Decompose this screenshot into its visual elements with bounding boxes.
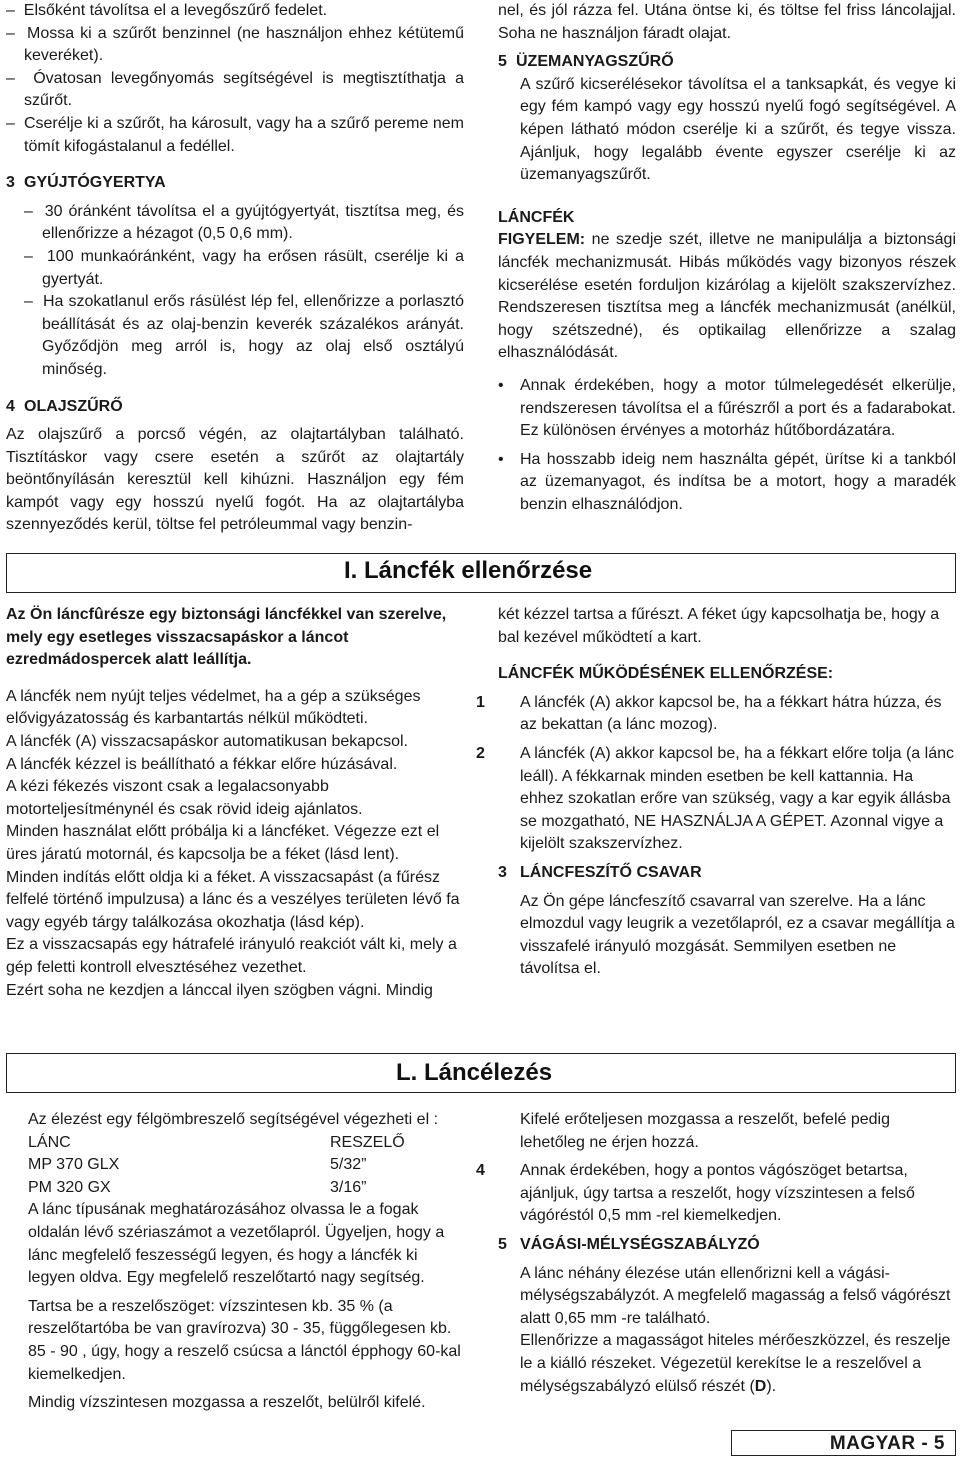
oil-filter-text: Az olajszűrő a porcső végén, az olajtartályban található. Tisztításkor vagy csere esetén a szűrőt az olajtartály beöntőnyílásán keresztül kell kihúzni. Használjon egy fém kampót vagy egy hosszú nyelű fogót. Ha az olajtartályba szennyeződés kerül, töltse fel petróleummal vagy benzin-	[6, 426, 464, 534]
section-heading-chain-brake: LÁNCFÉK	[498, 208, 575, 226]
intro-bold-text: Az Ön láncfûrésze egy biztonsági láncfékkel van szerelve, mely egy esetleges visszacsapáskor a láncot ezredmádospercek alatt leállítja.	[6, 606, 447, 669]
brake-check-heading: LÁNCFÉK MŰKÖDÉSÉNEK ELLENŐRZÉSE:	[498, 665, 834, 683]
list-item: – Cserélje ki a szűrőt, ha károsult, vagy ha a szűrő pereme nem tömít kifogástalanul a fedéllel.	[6, 114, 465, 155]
top-right-column	[498, 0, 956, 516]
list-item: – Elsőként távolítsa el a levegőszűrő fedelet.	[6, 2, 328, 19]
table-row: MP 370 GLX 5/32”	[28, 1156, 367, 1174]
chain-type-text: A lánc típusának meghatározásához olvassa le a fogak oldalán lévő szériaszámot a vezetőlapról. Ügyeljen, hogy a lánc megfelelő feszességű legyen, és hogy a láncfék ki legyen oldva. Egy megfelelő reszelőtartó nagy segítség.	[28, 1201, 445, 1287]
continued-text: Kifelé erőteljesen mozgassa a reszelőt, befelé pedig lehetőleg ne érjen hozzá.	[520, 1111, 890, 1151]
paragraph: Minden indítás előtt oldja ki a féket. A visszacsapást (a fűrész felfelé történő impulzusa) a lánc és a veszélyes területen lévő fa vagy egyéb tárgy találkozása okozhatja (lásd kép).	[6, 868, 460, 931]
list-item: – 30 óránként távolítsa el a gyújtógyertyát, tisztítsa meg, és ellenőrizze a hézagot (0,5 0,6 mm).	[24, 202, 464, 243]
paragraph: A láncfék (A) visszacsapáskor automatikusan bekapcsol.	[6, 732, 408, 750]
section-title-sharpening: L. Láncélezés	[392, 1058, 556, 1088]
paragraph: A láncfék kézzel is beállítható a fékkar előre húzásával.	[6, 755, 398, 773]
continued-text: két kézzel tartsa a fűrészt. A féket úgy kapcsolhatja be, hogy a bal kezével működtetí a kart.	[498, 606, 940, 646]
list-item: – Ha szokatlanul erős rásülést lép fel, ellenőrizze a porlasztó beállítását és az olaj-benzin keverék százalékos arányát. Győződjön meg arról is, hogy az olaj első osztályú minőség.	[24, 293, 464, 378]
list-item: 2 A láncfék (A) akkor kapcsol be, ha a fékkart előre tolja (a lánc leáll). A fékkarnak minden esetben be kell kattannia. Ha ehhez szokatlan erőre van szükség, vagy a kar egyik állásba se mozgatható, NE HASZNÁLJA A GÉPET. Azonnal vigye a kijelölt szakszervízhez.	[476, 744, 954, 853]
warning-label: FIGYELEM:	[498, 231, 586, 249]
bullet-icon: •	[498, 376, 504, 394]
list-item: 1 A láncfék (A) akkor kapcsol be, ha a fékkart hátra húzza, és az bekattan (a lánc mozog).	[476, 693, 942, 734]
list-item: Tartsa be a reszelőszöget: vízszintesen kb. 35 % (a reszelőtartóba be van gravírozva) 30 - 35, függőlegesen kb. 85 - 90 , úgy, hogy a reszelő csúcsa a lánctól épphogy 60-kal kiemelkedjen.	[28, 1297, 461, 1383]
table-header: LÁNC RESZELŐ	[28, 1133, 405, 1151]
section-heading-fuel-filter: 5 ÜZEMANYAGSZŰRŐ	[498, 53, 674, 71]
list-item: • Annak érdekében, hogy a motor túlmelegedését elkerülje, rendszeresen távolítsa el a fűrészről a port és a fadarabokat. Ez különösen érvényes a motorház hűtőbordázatára.	[498, 376, 956, 440]
list-item: – Mossa ki a szűrőt benzinnel (ne használjon ehhez kétütemű keveréket).	[6, 24, 464, 65]
chain-tensioner-heading: 3 LÁNCFESZÍTŐ CSAVAR	[498, 863, 702, 881]
paragraph: Minden használat előtt próbálja ki a láncféket. Végezze ezt el üres járatú motornál, és kapcsolja be a féket (lásd lent).	[6, 823, 440, 863]
section-l-right-column	[476, 1109, 956, 1398]
continued-text: nel, és jól rázza fel. Utána öntse ki, és töltse fel friss láncolajjal. Soha ne használjon fáradt olajat.	[498, 2, 956, 42]
paragraph: A kézi fékezés viszont csak a legalacsonyabb motorteljesítménynél és csak rövid ideig ajánlatos.	[6, 778, 363, 818]
section-l-left-column	[6, 1109, 464, 1415]
bullet-icon: •	[498, 450, 504, 468]
file-size-table	[6, 1132, 464, 1290]
page-footer-label: MAGYAR - 5	[731, 1430, 956, 1456]
table-row: PM 320 GX 3/16”	[28, 1178, 367, 1196]
depth-gauge-heading: 5 VÁGÁSI-MÉLYSÉGSZABÁLYZÓ	[498, 1235, 760, 1253]
paragraph: Ezért soha ne kezdjen a lánccal ilyen szögben vágni. Mindig	[6, 981, 433, 999]
section-title-chain-brake-check: I. Láncfék ellenőrzése	[340, 556, 596, 586]
paragraph: A láncfék nem nyújt teljes védelmet, ha a gép a szükséges elővigyázatosság és karbantartás nélkül működteti.	[6, 687, 421, 728]
section-heading-spark-plug: 3 GYÚJTÓGYERTYA	[6, 174, 166, 192]
top-left-column	[6, 0, 464, 537]
list-item: 4 Annak érdekében, hogy a pontos vágószöget betartsa, ajánljuk, úgy tartsa a reszelőt, hogy vízszintesen a felső vágóréstól 0,5 mm -rel kiemelkedjen.	[476, 1162, 915, 1225]
list-item: Az élezést egy félgömbreszelő segítségével végezheti el :	[28, 1111, 439, 1128]
section-i-right-column	[476, 604, 956, 981]
list-item: • Ha hosszabb ideig nem használta gépét, ürítse ki a tankból az üzemanyagot, és indítsa be a motort, hogy a maradék benzin elhasználódjon.	[498, 450, 956, 513]
list-item: – 100 munkaóránként, vagy ha erősen rásült, cserélje ki a gyertyát.	[24, 247, 464, 288]
section-i-left-column	[6, 604, 464, 1002]
depth-gauge-text-2: Ellenőrizze a magasságot hiteles mérőeszközzel, és reszelje le a kiálló részeket. Végezetül kerekítse le a reszelővel a mélységszabályzó elülső részét (D).	[520, 1332, 951, 1395]
warning-paragraph: FIGYELEM: ne szedje szét, illetve ne manipulálja a biztonsági láncfék mechanizmusát. Hibás működés vagy bizonyos részek kicserélése esetén forduljon kizárólag a kijelölt szakszervízhez. Rendszeresen tisztítsa meg a láncfék mechanizmusát (anélkül, hogy szétszedné), és optikailag ellenőrizze a szalag elhasználódását.	[498, 231, 956, 362]
list-item: Mindig vízszintesen mozgassa a reszelőt, belülről kifelé.	[28, 1394, 426, 1412]
depth-gauge-text: A lánc néhány élezése után ellenőrizni kell a vágási-mélységszabályzót. A megfelelő magasság a felső vágórészt alatt 0,65 mm -re található.	[520, 1264, 951, 1327]
paragraph: Ez a visszacsapás egy hátrafelé irányuló reakciót vált ki, mely a gép feletti kontroll elvesztéséhez vezethet.	[6, 936, 457, 976]
list-item: – Óvatosan levegőnyomás segítségével is megtisztíthatja a szűrőt.	[6, 69, 464, 110]
section-heading-oil-filter: 4 OLAJSZŰRŐ	[6, 397, 123, 415]
chain-tensioner-text: Az Ön gépe láncfeszítő csavarral van szerelve. Ha a lánc elmozdul vagy leugrik a vezetőlapról, ez a csavar megállítja a visszafelé irányuló mozgását. Semmilyen esetben ne távolítsa el.	[520, 892, 955, 978]
fuel-filter-text: A szűrő kicserélésekor távolítsa el a tanksapkát, és vegye ki egy fém kampó vagy egy hosszú nyelű fogó segítségével. A képen látható módon cserélje ki a szűrőt, és tegye vissza. Ajánljuk, hogy legalább évente egyszer cserélje ki az üzemanyagszűrőt.	[520, 75, 956, 184]
